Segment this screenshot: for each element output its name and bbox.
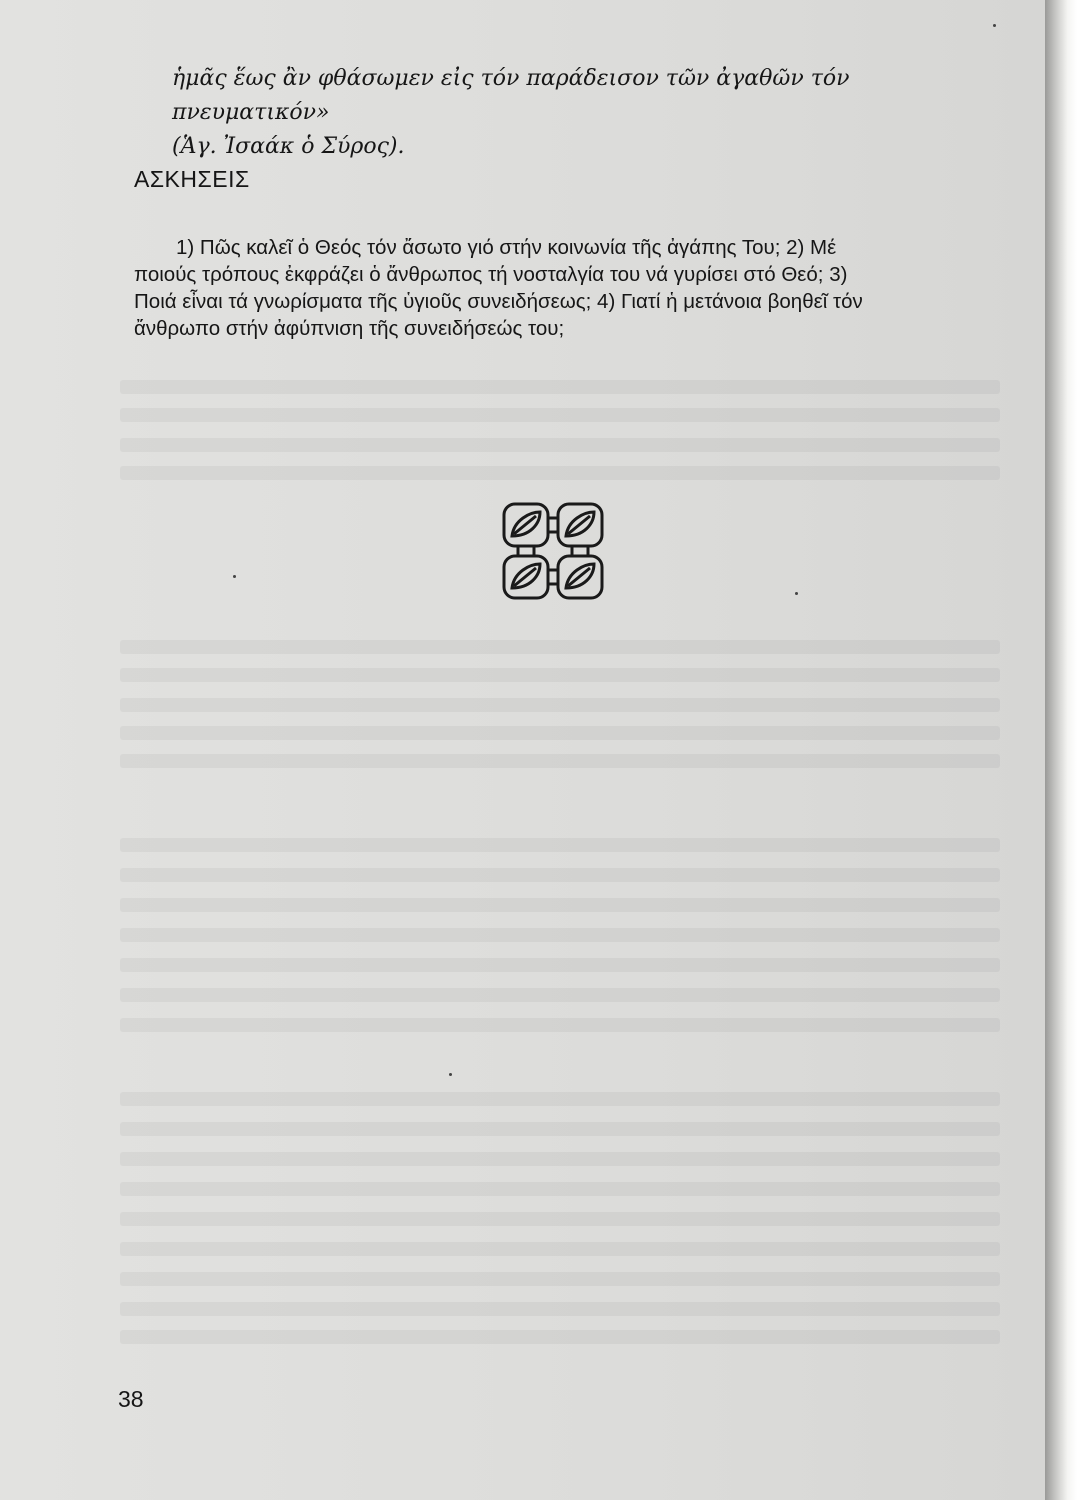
- exercises-line-4: ἄνθρωπο στήν ἀφύπνιση τῆς συνειδήσεώς του;: [134, 317, 565, 340]
- bleed-through-line: [120, 698, 1000, 712]
- bleed-through-line: [120, 838, 1000, 852]
- bleed-through-line: [120, 1212, 1000, 1226]
- bleed-through-line: [120, 958, 1000, 972]
- bleed-through-line: [120, 466, 1000, 480]
- exercises-paragraph: [134, 234, 994, 342]
- bleed-through-line: [120, 640, 1000, 654]
- paper-speck: [233, 575, 236, 578]
- closing-quote: [172, 62, 1002, 164]
- bleed-through-line: [120, 868, 1000, 882]
- exercises-line-1: 1) Πῶς καλεῖ ὁ Θεός τόν ἄσωτο γιό στήν κοινωνία τῆς ἀγάπης Του; 2) Μέ: [176, 236, 837, 259]
- paper-speck: [795, 592, 798, 595]
- bleed-through-line: [120, 1302, 1000, 1316]
- bleed-through-line: [120, 438, 1000, 452]
- bleed-through-line: [120, 1152, 1000, 1166]
- paper-speck: [449, 1073, 452, 1076]
- exercises-line-3: Ποιά εἶναι τά γνωρίσματα τῆς ὑγιοῦς συνειδήσεως; 4) Γιατί ἡ μετάνοια βοηθεῖ τόν: [134, 290, 863, 313]
- bleed-through-line: [120, 754, 1000, 768]
- bleed-through-line: [120, 1018, 1000, 1032]
- bleed-through-line: [120, 380, 1000, 394]
- bleed-through-line: [120, 928, 1000, 942]
- exercises-line-2: ποιούς τρόπους ἐκφράζει ὁ ἄνθρωπος τή νοσταλγία του νά γυρίσει στό Θεό; 3): [134, 263, 848, 286]
- bleed-through-line: [120, 898, 1000, 912]
- bleed-through-line: [120, 1182, 1000, 1196]
- section-heading: ΑΣΚΗΣΕΙΣ: [134, 166, 250, 192]
- bleed-through-line: [120, 668, 1000, 682]
- bleed-through-line: [120, 1122, 1000, 1136]
- bleed-through-line: [120, 1092, 1000, 1106]
- bleed-through-line: [120, 1330, 1000, 1344]
- bleed-through-line: [120, 1272, 1000, 1286]
- page-number: 38: [118, 1386, 144, 1412]
- bleed-through-line: [120, 408, 1000, 422]
- book-spine-shadow: [1045, 0, 1077, 1500]
- quote-line-1: ἡμᾶς ἕως ἂν φθάσωμεν εἰς τόν παράδεισον τῶν ἀγαθῶν τόν πνευματικόν»: [172, 66, 850, 125]
- leaf-knot-ornament-icon: [500, 500, 606, 602]
- bleed-through-line: [120, 988, 1000, 1002]
- bleed-through-line: [120, 1242, 1000, 1256]
- paper-speck: [993, 24, 996, 27]
- quote-attribution: (Ἁγ. Ἰσαάκ ὁ Σύρος).: [172, 134, 405, 159]
- bleed-through-line: [120, 726, 1000, 740]
